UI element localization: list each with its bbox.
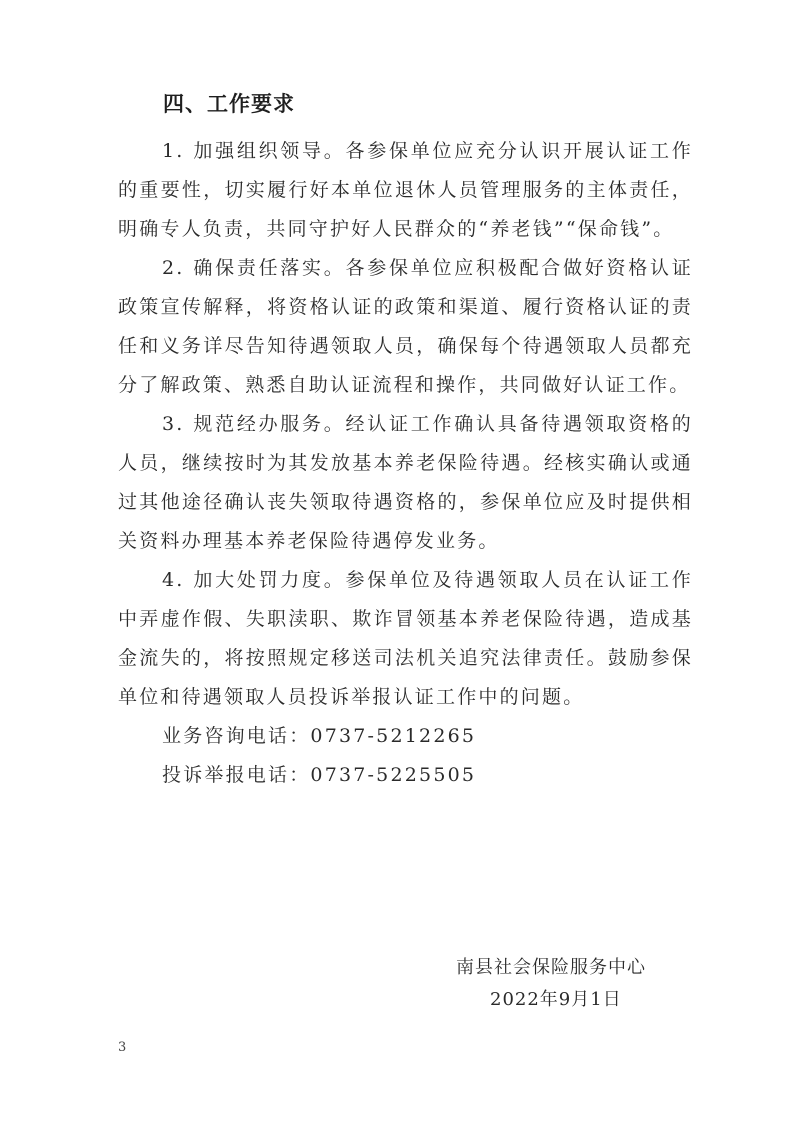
complaint-phone: 投诉举报电话：0737-5225505	[162, 764, 477, 786]
paragraph-1: 1. 加强组织领导。各参保单位应充分认识开展认证工作的重要性，切实履行好本单位退休人员管理服务的主体责任，明确专人负责，共同守护好人民群众的“养老钱”“保命钱”。	[118, 140, 693, 240]
page-number: 3	[118, 1040, 127, 1055]
signature-organization: 南县社会保险服务中心	[456, 957, 646, 978]
paragraph-3: 3. 规范经办服务。经认证工作确认具备待遇领取资格的人员，继续按时为其发放基本养老保险待遇。经核实确认或通过其他途径确认丧失领取待遇资格的，参保单位应及时提供相关资料办理基本养老保险待遇停发业务。	[118, 413, 693, 552]
paragraph-2: 2. 确保责任落实。各参保单位应积极配合做好资格认证政策宣传解释，将资格认证的政策和渠道、履行资格认证的责任和义务详尽告知待遇领取人员，确保每个待遇领取人员都充分了解政策、熟悉自助认证流程和操作，共同做好认证工作。	[118, 257, 693, 396]
section-heading: 四、工作要求	[163, 92, 295, 116]
body-text	[118, 132, 693, 795]
paragraph-4: 4. 加大处罚力度。参保单位及待遇领取人员在认证工作中弄虚作假、失职渎职、欺诈冒领基本养老保险待遇，造成基金流失的，将按照规定移送司法机关追究法律责任。鼓励参保单位和待遇领取人员投诉举报认证工作中的问题。	[118, 569, 693, 708]
consult-phone: 业务咨询电话：0737-5212265	[162, 725, 477, 747]
signature-block	[440, 952, 680, 1016]
signature-date: 2022年9月1日	[490, 989, 622, 1010]
